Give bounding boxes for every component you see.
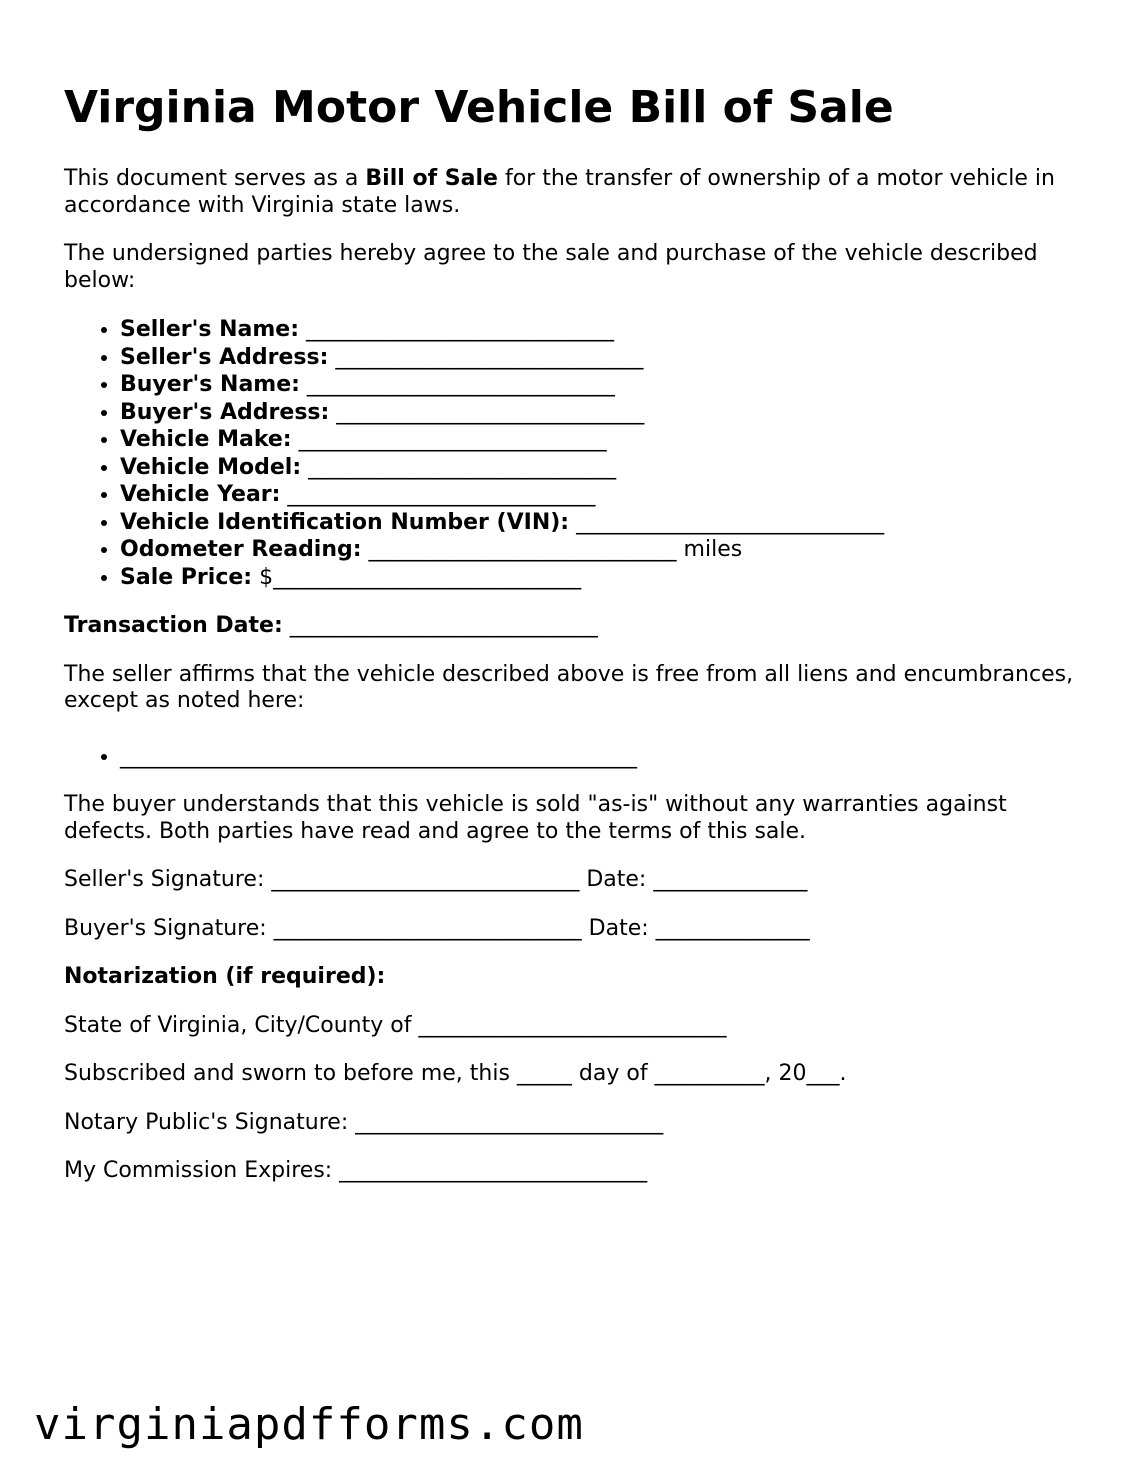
liens-paragraph: The seller affirms that the vehicle described above is free from all liens and encumbrances, except as noted here:	[64, 661, 1074, 713]
lien-blank[interactable]: • _______________________________________________	[120, 743, 1094, 771]
field-seller-address: • Seller's Address: ____________________________	[120, 344, 1094, 372]
commission-expires-line[interactable]: My Commission Expires: ____________________________	[64, 1158, 648, 1183]
notarization-heading: Notarization (if required):	[64, 964, 386, 989]
field-vehicle-model: • Vehicle Model: ____________________________	[120, 454, 1094, 482]
field-buyer-address: • Buyer's Address: ____________________________	[120, 399, 1094, 427]
document-page	[64, 78, 1094, 1185]
liens-list	[64, 743, 1094, 771]
vehicle-details-list	[64, 316, 1094, 591]
seller-signature-line[interactable]: Seller's Signature: ____________________________ Date: ______________	[64, 867, 808, 892]
field-vin: • Vehicle Identification Number (VIN): ____________________________	[120, 509, 1094, 537]
notary-sworn-line[interactable]: Subscribed and sworn to before me, this _____ day of __________, 20___.	[64, 1061, 847, 1086]
intro-paragraph: This document serves as a Bill of Sale for the transfer of ownership of a motor vehicle in accordance with Virginia state laws.	[64, 166, 1055, 218]
notary-signature-line[interactable]: Notary Public's Signature: ____________________________	[64, 1109, 664, 1135]
field-sale-price: • Sale Price: $____________________________	[120, 564, 1094, 592]
field-buyer-name: • Buyer's Name: ____________________________	[120, 371, 1094, 399]
agreement-paragraph: The undersigned parties hereby agree to the sale and purchase of the vehicle described below:	[64, 241, 1038, 293]
field-vehicle-make: • Vehicle Make: ____________________________	[120, 426, 1094, 454]
page-title: Virginia Motor Vehicle Bill of Sale	[64, 82, 894, 133]
field-vehicle-year: • Vehicle Year: ____________________________	[120, 481, 1094, 509]
field-odometer: • Odometer Reading: ____________________________ miles	[120, 536, 1094, 564]
transaction-date-line: Transaction Date: ____________________________	[64, 613, 598, 638]
field-seller-name: • Seller's Name: ____________________________	[120, 316, 1094, 344]
notary-state-line[interactable]: State of Virginia, City/County of ____________________________	[64, 1012, 727, 1038]
buyer-signature-line[interactable]: Buyer's Signature: ____________________________ Date: ______________	[64, 915, 810, 941]
site-watermark: virginiapdfforms.com	[34, 1399, 584, 1450]
as-is-paragraph: The buyer understands that this vehicle is sold "as-is" without any warranties against defects. Both parties have read and agree to the terms of this sale.	[64, 792, 1007, 844]
